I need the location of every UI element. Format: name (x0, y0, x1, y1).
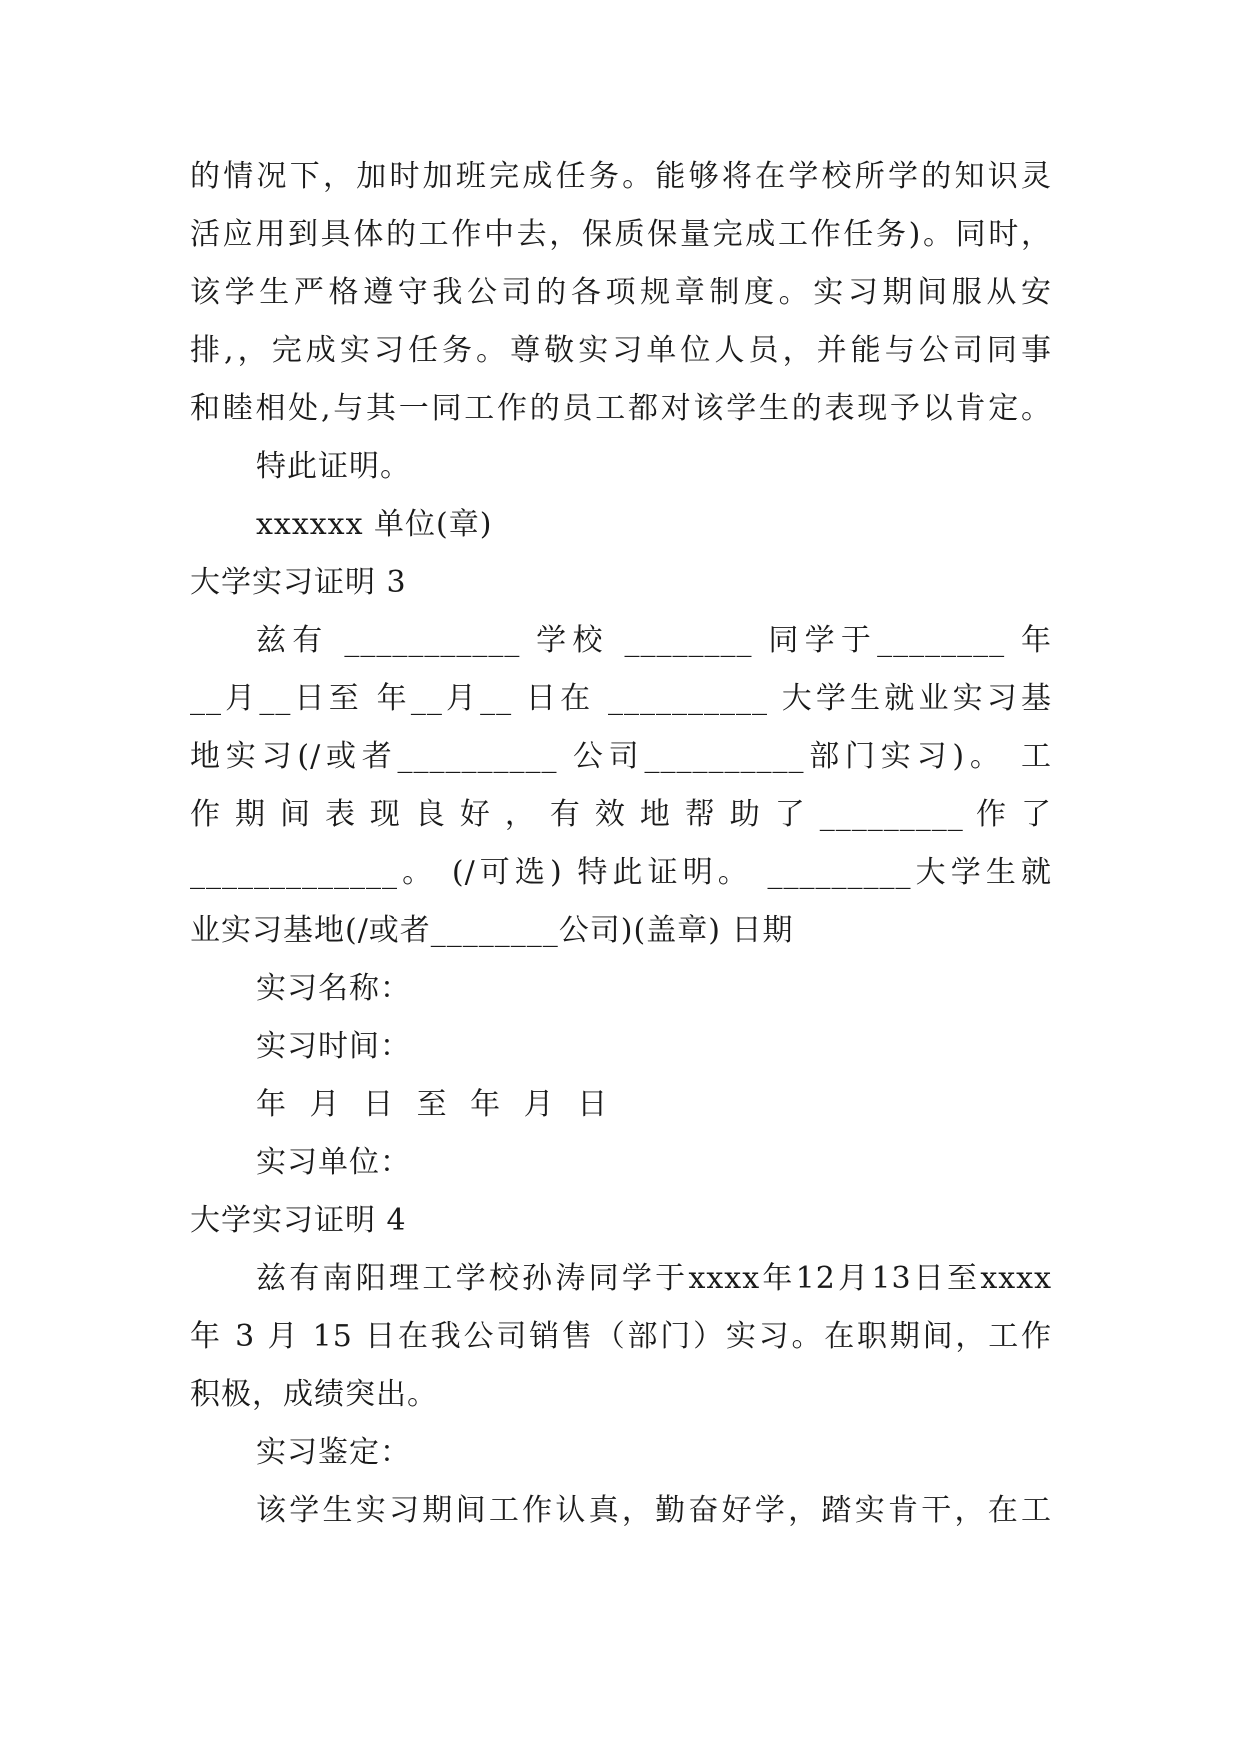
field-label: 实习单位： (256, 1145, 411, 1180)
text-line: 兹有 ___________ 学校 ________ 同学于________ 年 (256, 623, 1052, 658)
text-line: 特此证明。 (256, 449, 411, 484)
text-line: 作 期 间 表 现 良 好 ， 有 效 地 帮 助 了 _________ 作 了 (190, 797, 1052, 832)
text-line: 业实习基地(/或者________公司)(盖章) 日期 (190, 913, 794, 948)
text-line: 该学生严格遵守我公司的各项规章制度。实习期间服从安 (190, 275, 1052, 310)
text-line: 该学生实习期间工作认真，勤奋好学，踏实肯干，在工 (256, 1493, 1052, 1528)
text-line: 年 3 月 15 日在我公司销售（部门）实习。在职期间，工作 (190, 1319, 1052, 1354)
section-heading: 大学实习证明 4 (190, 1203, 407, 1238)
text-line: 地实习(/或者__________ 公司__________部门实习)。 工 (190, 739, 1052, 774)
document-page (190, 148, 1052, 1540)
text-line: 积极，成绩突出。 (190, 1377, 438, 1412)
text-line: 兹有南阳理工学校孙涛同学于xxxx年12月13日至xxxx (256, 1261, 1052, 1296)
field-label: 实习鉴定： (256, 1435, 411, 1470)
field-label: 实习时间： (256, 1029, 411, 1064)
text-line: xxxxxx 单位(章) (256, 507, 493, 542)
text-line: _____________。 (/可选) 特此证明。 _________大学生就 (190, 855, 1052, 890)
text-line: 活应用到具体的工作中去，保质保量完成工作任务)。同时， (190, 217, 1052, 252)
field-label: 实习名称： (256, 971, 411, 1006)
text-line: 和睦相处,与其一同工作的员工都对该学生的表现予以肯定。 (190, 391, 1052, 426)
section-heading: 大学实习证明 3 (190, 565, 407, 600)
date-range-line: 年 月 日 至 年 月 日 (256, 1087, 609, 1122)
text-line: 的情况下，加时加班完成任务。能够将在学校所学的知识灵 (190, 159, 1052, 194)
text-line: 排,，完成实习任务。尊敬实习单位人员，并能与公司同事 (190, 333, 1052, 368)
text-line: __月__日至 年__月__ 日在 __________ 大学生就业实习基 (190, 681, 1052, 716)
